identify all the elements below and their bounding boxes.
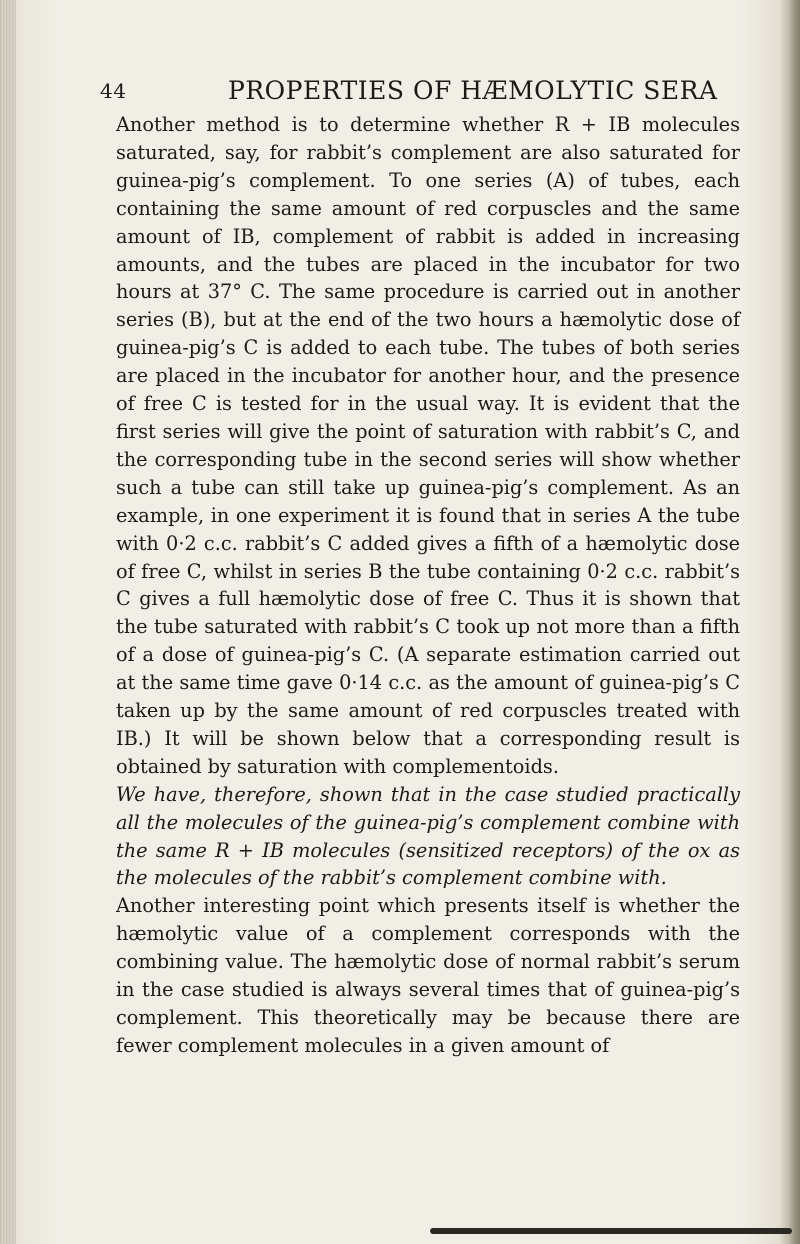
- page-number: 44: [100, 79, 127, 103]
- paragraph-haemolytic-value: Another interesting point which presents itself is whether the hæmolytic value of a complement corresponds with the combining value. The hæmolytic dose of normal rabbit’s serum in the case studied is always several times that of guinea-pig’s complement. This theoretically may be because there are fewer complement molecules in a given amount of: [116, 894, 740, 1057]
- running-head: [100, 76, 760, 110]
- body-text: [116, 111, 740, 1060]
- bottom-edge-shadow: [430, 1228, 792, 1234]
- paragraph-method: Another method is to determine whether R + IB molecules saturated, say, for rabbit’s complement are also saturated for guinea-pig’s complement. To one series (A) of tubes, each containing the same amount of red corpuscles and the same amount of IB, complement of rabbit is added in increasing amounts, and the tubes are placed in the incubator for two hours at 37° C. The same procedure is carried out in another series (B), but at the end of the two hours a hæmolytic dose of guinea-pig’s C is added to each tube. The tubes of both series are placed in the incubator for another hour, and the presence of free C is tested for in the usual way. It is evident that the first series will give the point of saturation with rabbit’s C, and the corresponding tube in the second series will show whether such a tube can still take up guinea-pig’s complement. As an example, in one experiment it is found that in series A the tube with 0·2 c.c. rabbit’s C added gives a fifth of a hæmolytic dose of free C, whilst in series B the tube containing 0·2 c.c. rabbit’s C gives a full hæmolytic dose of free C. Thus it is shown that the tube saturated with rabbit’s C took up not more than a fifth of a dose of guinea-pig’s C. (A separate estimation carried out at the same time gave 0·14 c.c. as the amount of guinea-pig’s C taken up by the same amount of red corpuscles treated with IB.) It will be shown below that a corresponding result is obtained by saturation with complementoids.: [116, 113, 740, 778]
- page-left-edge: [0, 0, 16, 1244]
- paragraph-conclusion: We have, therefore, shown that in the case studied practically all the molecules of the guinea-pig’s complement combine with the same R + IB molecules (sensitized receptors) of the ox as the molecules of the rabbit’s complement combine with.: [116, 782, 740, 890]
- page-right-edge: [780, 0, 800, 1244]
- running-title: PROPERTIES OF HÆMOLYTIC SERA: [228, 76, 718, 105]
